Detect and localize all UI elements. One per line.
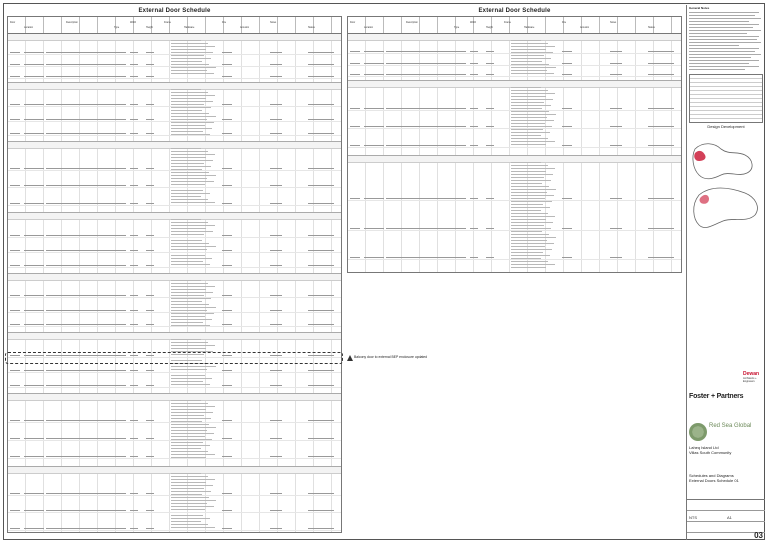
table-row	[348, 227, 681, 231]
column-header: Width	[130, 21, 137, 24]
column-header: Hardware	[524, 26, 535, 29]
schedule-group	[8, 467, 341, 533]
schedule-group	[8, 213, 341, 274]
column-header: Type	[114, 26, 120, 29]
site-highlight	[694, 151, 705, 161]
schedule-group	[8, 274, 341, 333]
revision-note: Balcony door to external BEP enclosure updated	[354, 355, 428, 359]
table-row	[8, 184, 341, 188]
column-header: Door	[10, 21, 16, 24]
table-row	[348, 197, 681, 201]
table-row	[8, 103, 341, 107]
door-notes	[171, 473, 217, 533]
table-row	[348, 125, 681, 129]
table-row	[8, 527, 341, 531]
table-row	[8, 309, 341, 313]
schedule-title-right: External Door Schedule	[478, 8, 551, 14]
column-header: Width	[470, 21, 477, 24]
column-header: Location	[364, 26, 374, 29]
key-plan	[689, 131, 763, 271]
schedule-header-left	[7, 16, 342, 33]
general-notes	[687, 12, 765, 70]
column-header: Height	[486, 26, 493, 29]
table-row	[8, 234, 341, 238]
table-row	[8, 323, 341, 327]
table-row	[8, 384, 341, 388]
column-header: Notes	[270, 21, 277, 24]
schedule-title-left: External Door Schedule	[138, 8, 211, 14]
schedule-header-right	[347, 16, 682, 33]
table-row	[8, 167, 341, 171]
architect-logo: Foster + Partners	[689, 393, 744, 400]
project-name	[689, 445, 731, 455]
schedule-right	[347, 7, 682, 535]
schedule-group	[8, 83, 341, 142]
island-outline-upper	[693, 144, 752, 179]
table-row	[8, 419, 341, 423]
column-header: Description	[406, 21, 418, 24]
table-row	[8, 132, 341, 136]
drawing-title-line-2: External Doors Schedule 01	[689, 478, 739, 483]
revision-cloud	[5, 352, 343, 364]
table-row	[8, 369, 341, 373]
column-header: Status	[308, 26, 315, 29]
table-row	[348, 256, 681, 260]
column-header: Frame	[164, 21, 171, 24]
table-row	[8, 294, 341, 298]
column-header: Frame	[504, 21, 511, 24]
revision-triangle-icon	[347, 355, 353, 361]
table-row	[8, 118, 341, 122]
dewan-sub: Architects + Engineers	[743, 377, 757, 383]
client-logo: Red Sea Global	[709, 423, 752, 429]
project-line-2: Villas South Community	[689, 450, 732, 455]
scale-value: NTS	[689, 515, 697, 520]
table-row	[348, 107, 681, 111]
revision-table	[689, 74, 763, 123]
table-row	[8, 202, 341, 206]
red-sea-global-icon	[689, 423, 707, 441]
column-header: Fire	[222, 21, 227, 24]
table-row	[8, 249, 341, 253]
column-header: Location	[24, 26, 34, 29]
door-notes	[171, 40, 217, 76]
table-row	[348, 50, 681, 54]
door-notes	[171, 280, 217, 328]
table-row	[8, 63, 341, 67]
table-row	[348, 73, 681, 77]
column-header: Type	[454, 26, 460, 29]
notes-title: General Notes	[689, 6, 710, 10]
status-value: 03	[754, 531, 763, 540]
drawing-title	[689, 473, 739, 483]
table-row	[348, 62, 681, 66]
column-header: Acoustic	[240, 26, 250, 29]
column-header: Hardware	[184, 26, 195, 29]
column-header: Notes	[610, 21, 617, 24]
door-notes	[511, 87, 557, 150]
stage-label: Design Development	[707, 124, 745, 129]
table-row	[8, 264, 341, 268]
table-row	[8, 437, 341, 441]
title-block	[686, 5, 765, 540]
column-header: Door	[350, 21, 356, 24]
door-notes	[511, 40, 557, 76]
schedule-group	[348, 81, 681, 156]
drawing-title-line-1: Schedules and Diagrams	[689, 473, 734, 478]
table-row	[8, 455, 341, 459]
door-notes	[171, 400, 217, 460]
column-header: Status	[648, 26, 655, 29]
schedule-table-left	[7, 33, 342, 533]
schedule-group	[8, 34, 341, 83]
column-header: Height	[146, 26, 153, 29]
door-notes	[171, 89, 217, 137]
site-highlight-2	[700, 195, 710, 204]
schedule-group	[348, 156, 681, 273]
dewan-logo	[743, 372, 765, 383]
schedule-group	[348, 34, 681, 81]
door-notes	[511, 162, 557, 270]
table-row	[348, 144, 681, 148]
schedule-left	[7, 7, 342, 535]
schedule-table-right	[347, 33, 682, 273]
table-row	[8, 51, 341, 55]
table-row	[8, 75, 341, 79]
column-header: Acoustic	[580, 26, 590, 29]
schedule-group	[8, 142, 341, 213]
door-notes	[171, 148, 217, 208]
table-row	[8, 492, 341, 496]
schedule-group	[8, 394, 341, 467]
project-line-1: Laheq Island Ltd	[689, 445, 719, 450]
column-header: Description	[66, 21, 78, 24]
dewan-name: Dewan	[743, 371, 760, 377]
island-outline-lower	[694, 188, 758, 228]
column-header: Fire	[562, 21, 567, 24]
door-notes	[171, 219, 217, 267]
size-value: A1	[727, 515, 732, 520]
table-row	[8, 509, 341, 513]
